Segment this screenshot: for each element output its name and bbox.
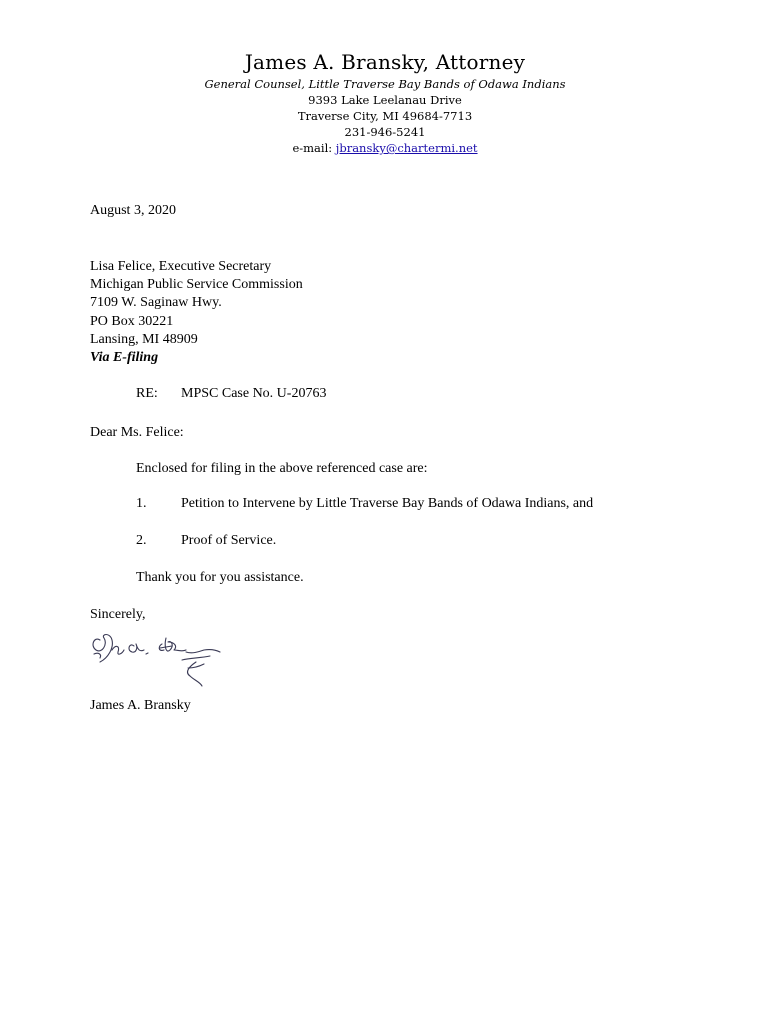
email-link[interactable]: jbransky@chartermi.net (335, 141, 478, 155)
email-label: e-mail: (292, 141, 336, 155)
reference-label: RE: (136, 386, 158, 401)
list-item-text: Petition to Intervene by Little Traverse Bay Bands of Odawa Indians, and (181, 496, 594, 511)
list-item (136, 495, 593, 513)
handwritten-signature (86, 628, 226, 690)
letterhead-city: Traverse City, MI 49684-7713 (297, 109, 473, 123)
letterhead-phone: 231-946-5241 (344, 125, 426, 139)
recipient-address (90, 258, 303, 367)
thanks-paragraph: Thank you for you assistance. (136, 570, 304, 585)
list-item (136, 532, 276, 550)
reference-line (136, 385, 326, 403)
list-item-number: 2. (136, 533, 147, 548)
recipient-line: Michigan Public Service Commission (90, 277, 303, 293)
salutation: Dear Ms. Felice: (90, 425, 184, 440)
reference-text: MPSC Case No. U-20763 (181, 386, 327, 401)
letterhead-street: 9393 Lake Leelanau Drive (308, 93, 462, 107)
letterhead (0, 48, 770, 156)
letterhead-title: General Counsel, Little Traverse Bay Bands of Odawa Indians (204, 77, 566, 91)
delivery-method: Via E-filing (90, 350, 159, 366)
letterhead-name: James A. Bransky, Attorney (244, 50, 526, 74)
recipient-line: Lansing, MI 48909 (90, 331, 198, 347)
closing: Sincerely, (90, 607, 146, 622)
letterhead-email-line (0, 140, 770, 156)
recipient-line: 7109 W. Saginaw Hwy. (90, 295, 222, 311)
recipient-line: Lisa Felice, Executive Secretary (90, 259, 272, 274)
letter-date: August 3, 2020 (90, 203, 176, 218)
list-item-number: 1. (136, 496, 147, 511)
intro-paragraph: Enclosed for filing in the above referenced case are: (136, 461, 428, 476)
signer-name: James A. Bransky (90, 698, 191, 713)
list-item-text: Proof of Service. (181, 533, 277, 548)
recipient-line: PO Box 30221 (90, 313, 174, 329)
